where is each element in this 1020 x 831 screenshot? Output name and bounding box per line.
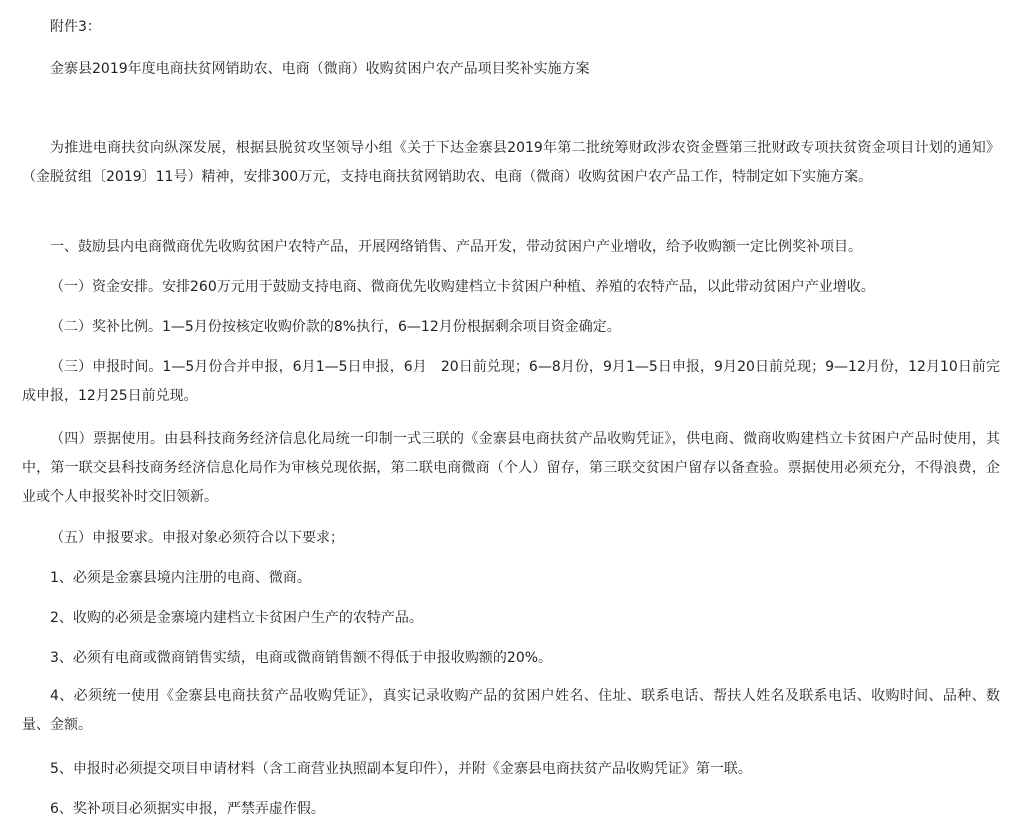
section-1-heading: 一、鼓励县内电商微商优先收购贫困户农特产品，开展网络销售、产品开发，带动贫困户产业增收，给予收购额一定比例奖补项目。 [50, 239, 862, 255]
requirement-6: 6、奖补项目必须据实申报，严禁弄虚作假。 [50, 801, 325, 817]
intro-paragraph: 为推进电商扶贫向纵深发展，根据县脱贫攻坚领导小组《关于下达金寨县2019年第二批统筹财政涉农资金暨第三批财政专项扶贫资金项目计划的通知》（金脱贫组〔2019〕11号）精神，安排300万元，支持电商扶贫网销助农、电商（微商）收购贫困户农产品工作，特制定如下实施方案。 [22, 140, 1000, 185]
item-ratio: （二）奖补比例。1—5月份按核定收购价款的8%执行，6—12月份根据剩余项目资金确定。 [50, 319, 621, 335]
item-funding: （一）资金安排。安排260万元用于鼓励支持电商、微商优先收购建档立卡贫困户种植、养殖的农特产品，以此带动贫困户产业增收。 [50, 279, 875, 295]
document-title: 金寨县2019年度电商扶贫网销助农、电商（微商）收购贫困户农产品项目奖补实施方案 [50, 61, 590, 77]
item-voucher: （四）票据使用。由县科技商务经济信息化局统一印制一式三联的《金寨县电商扶贫产品收购凭证》，供电商、微商收购建档立卡贫困户产品时使用，其中，第一联交县科技商务经济信息化局作为审核兑现依据，第二联电商微商（个人）留存，第三联交贫困户留存以备查验。票据使用必须充分，不得浪费，企业或个人申报奖补时交旧领新。 [22, 431, 1000, 505]
requirement-2: 2、收购的必须是金寨境内建档立卡贫困户生产的农特产品。 [50, 610, 423, 626]
attachment-label: 附件3： [50, 19, 101, 35]
requirement-3: 3、必须有电商或微商销售实绩，电商或微商销售额不得低于申报收购额的20%。 [50, 650, 553, 666]
item-requirements: （五）申报要求。申报对象必须符合以下要求； [50, 530, 344, 546]
requirement-1: 1、必须是金寨县境内注册的电商、微商。 [50, 570, 311, 586]
requirement-4: 4、必须统一使用《金寨县电商扶贫产品收购凭证》，真实记录收购产品的贫困户姓名、住址、联系电话、帮扶人姓名及联系电话、收购时间、品种、数量、金额。 [22, 688, 1000, 733]
item-time: （三）申报时间。1—5月份合并申报，6月1—5日申报，6月 20日前兑现；6—8月份，9月1—5日申报，9月20日前兑现；9—12月份，12月10日前完成申报，12月25日前兑现。 [22, 359, 1000, 404]
requirement-5: 5、申报时必须提交项目申请材料（含工商营业执照副本复印件），并附《金寨县电商扶贫产品收购凭证》第一联。 [50, 761, 752, 777]
